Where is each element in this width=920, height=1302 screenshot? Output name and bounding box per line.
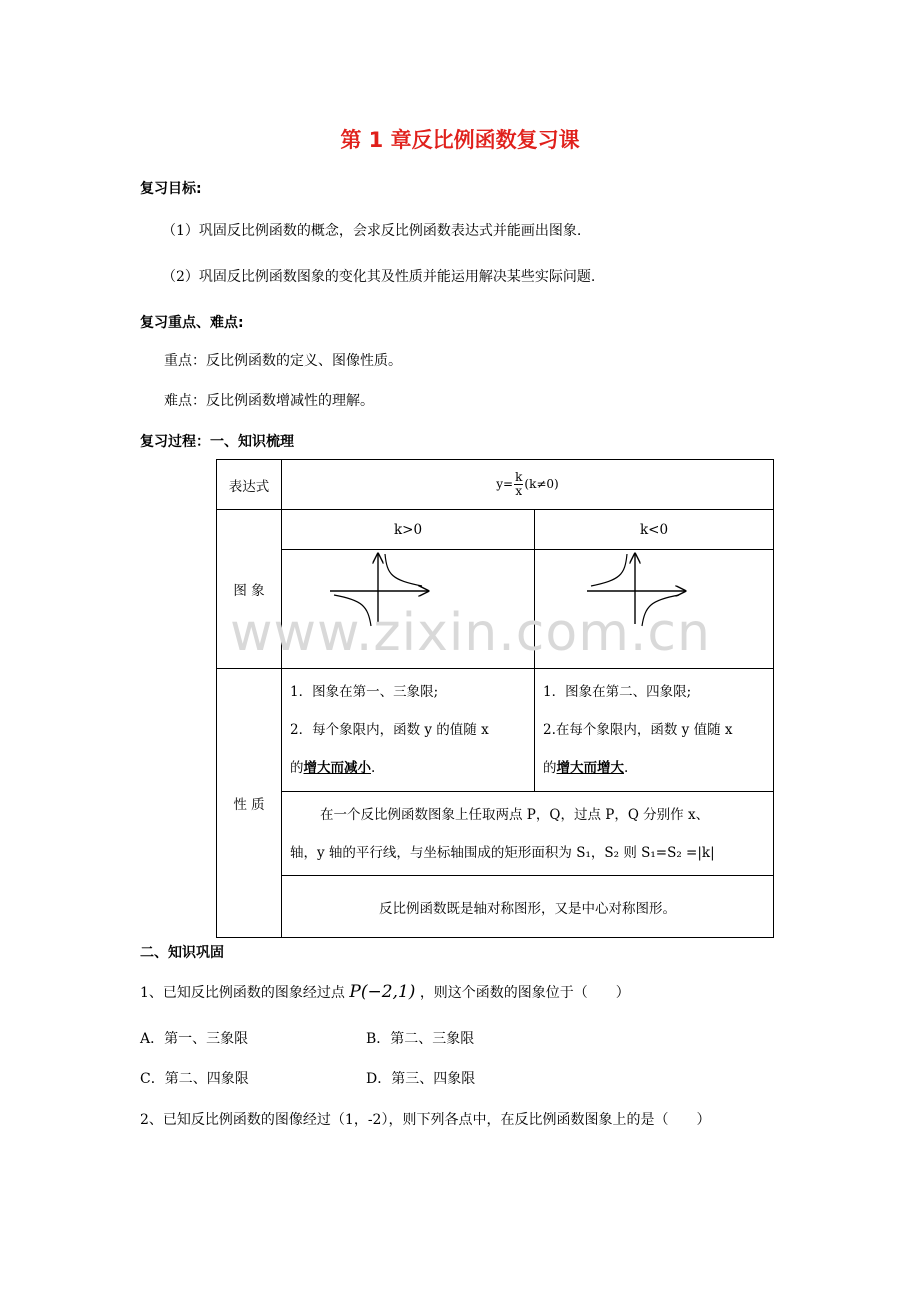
- hyperbola-k-negative-graph: [535, 550, 773, 664]
- area-property-cell: [282, 792, 774, 876]
- watermark: www.zixin.com.cn: [230, 603, 711, 663]
- pos-prop-3: 的增大而减小.: [290, 760, 376, 776]
- expr-cell: [282, 460, 774, 510]
- goal-item-2: （2）巩固反比例函数图象的变化其及性质并能运用解决某些实际问题.: [162, 269, 596, 285]
- branch-second-quadrant: [591, 554, 627, 586]
- question-2: 2、已知反比例函数的图像经过（1，-2），则下列各点中，在反比例函数图象上的是（ ）: [140, 1112, 711, 1128]
- keypoints-heading: 复习重点、难点:: [140, 315, 244, 331]
- k-pos-props-cell: [282, 669, 535, 792]
- knowledge-table: [216, 459, 774, 938]
- k-neg-graph-cell: [535, 550, 774, 669]
- option-d: D．第三、四象限: [366, 1071, 476, 1087]
- neg-prop-3: 的增大而增大.: [543, 760, 629, 776]
- branch-first-quadrant: [385, 554, 422, 586]
- area-line-1: 在一个反比例函数图象上任取两点 P，Q，过点 P，Q 分别作 x、: [320, 806, 710, 823]
- question-1: 1、已知反比例函数的图象经过点 P(−2,1) ，则这个函数的图象位于（ ）: [140, 982, 630, 1002]
- neg-trend: 增大而增大: [556, 760, 624, 776]
- expr-suffix: (k≠0): [524, 477, 559, 491]
- point-p: P(−2,1): [349, 982, 416, 1002]
- expr-fraction: $\frac{k}{x}$: [515, 470, 523, 498]
- pos-prop-2: 2．每个象限内，函数 y 的值随 x: [290, 722, 489, 738]
- pos-trend: 增大而减小: [303, 760, 371, 776]
- k-neg-props-cell: [535, 669, 774, 792]
- option-b: B．第二、三象限: [366, 1031, 475, 1047]
- goal-item-1: （1）巩固反比例函数的概念，会求反比例函数表达式并能画出图象.: [162, 223, 582, 239]
- neg-prop-2: 2.在每个象限内，函数 y 值随 x: [543, 722, 733, 738]
- option-c: C．第二、四象限: [140, 1071, 249, 1087]
- expr-prefix: y=: [496, 477, 514, 491]
- goals-heading: 复习目标:: [140, 181, 202, 197]
- area-line-2: 轴，y 轴的平行线，与坐标轴围成的矩形面积为 S₁，S₂ 则 S₁=S₂ =|k|: [290, 844, 715, 861]
- expr-label-cell: 表达式: [217, 460, 282, 510]
- difficulty-text: 难点：反比例函数增减性的理解。: [164, 393, 374, 409]
- option-a: A．第一、三象限: [140, 1031, 249, 1047]
- k-neg-header: k<0: [535, 510, 774, 550]
- process-heading: 复习过程：一、知识梳理: [140, 434, 294, 450]
- hyperbola-k-positive-graph: [282, 550, 534, 664]
- focus-text: 重点：反比例函数的定义、图像性质。: [164, 353, 402, 369]
- page-title: 第 1 章反比例函数复习课: [340, 128, 580, 152]
- symmetry-cell: 反比例函数既是轴对称图形，又是中心对称图形。: [282, 876, 774, 938]
- k-pos-graph-cell: [282, 550, 535, 669]
- pos-prop-1: 1．图象在第一、三象限;: [290, 684, 439, 700]
- branch-fourth-quadrant: [642, 595, 679, 626]
- k-pos-header: k>0: [282, 510, 535, 550]
- graph-label-cell: 图 象: [217, 510, 282, 669]
- branch-third-quadrant: [334, 595, 371, 626]
- prop-label-cell: 性 质: [217, 669, 282, 938]
- section2-heading: 二、知识巩固: [140, 945, 224, 961]
- neg-prop-1: 1．图象在第二、四象限;: [543, 684, 692, 700]
